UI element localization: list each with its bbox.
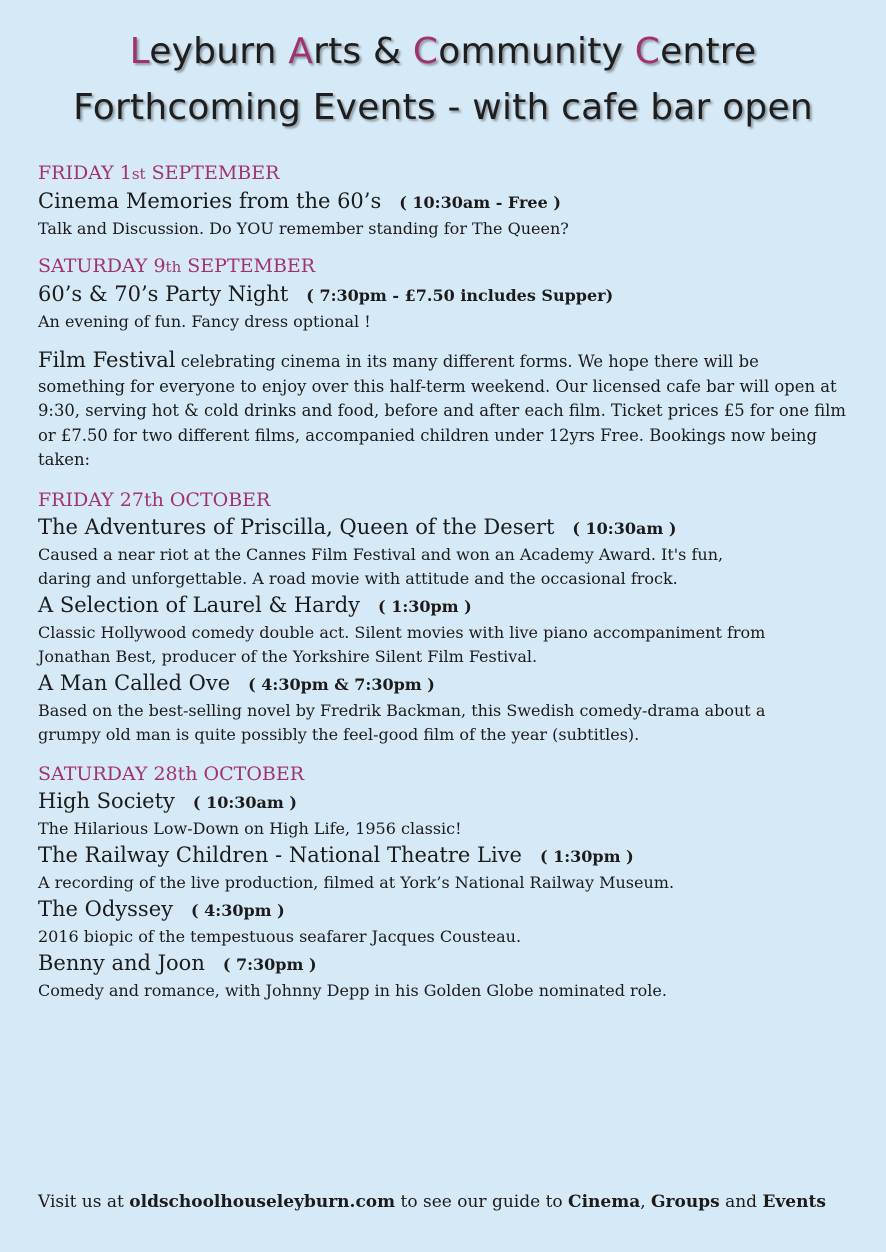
- events-list: [38, 158, 848, 1003]
- event-title: A Selection of Laurel & Hardy ( 1:30pm ): [38, 592, 472, 617]
- event-title: The Adventures of Priscilla, Queen of the Desert ( 10:30am ): [38, 514, 677, 539]
- title-word-leyburn: eyburn: [149, 31, 289, 72]
- event-title: A Man Called Ove ( 4:30pm & 7:30pm ): [38, 670, 435, 695]
- event-title: The Odyssey ( 4:30pm ): [38, 896, 285, 921]
- title-word-centre: entre: [660, 31, 757, 72]
- event-time: ( 7:30pm - £7.50 includes Supper): [306, 286, 614, 305]
- date-heading: SATURDAY 28th OCTOBER: [38, 762, 305, 785]
- event-time: ( 1:30pm ): [539, 846, 634, 866]
- event-description: Talk and Discussion. Do YOU remember standing for The Queen?: [38, 219, 569, 238]
- header-subtitle: Forthcoming Events - with cafe bar open: [73, 87, 813, 128]
- title-word-community: ommunity: [438, 31, 635, 72]
- title-cap-c2: C: [634, 31, 661, 72]
- date-heading: FRIDAY 1st SEPTEMBER: [38, 162, 280, 184]
- event-description: Based on the best-selling novel by Fredrik Backman, this Swedish comedy-drama about a grumpy old man is quite possibly the feel-good film of the year (subtitles).: [38, 700, 766, 744]
- event-title: 60’s & 70’s Party Night ( 7:30pm - £7.50 includes Supper): [38, 282, 614, 306]
- event-time: ( 10:30am - Free ): [399, 193, 561, 212]
- event-description: Comedy and romance, with Johnny Depp in his Golden Globe nominated role.: [38, 980, 667, 1000]
- title-cap-a: A: [288, 31, 314, 72]
- event-description: Caused a near riot at the Cannes Film Festival and won an Academy Award. It's fun, daring and unforgettable. A road movie with attitude and the occasional frock.: [38, 544, 724, 588]
- event-title: Cinema Memories from the 60’s ( 10:30am - Free ): [38, 189, 561, 213]
- footer: Visit us at oldschoolhouseleyburn.com to see our guide to Cinema, Groups and Events: [38, 1192, 826, 1212]
- date-heading: SATURDAY 9th SEPTEMBER: [38, 255, 316, 277]
- title-cap-l: L: [129, 31, 150, 72]
- title-cap-c1: C: [412, 31, 439, 72]
- event-description: The Hilarious Low-Down on High Life, 1956 classic!: [38, 818, 462, 838]
- event-time: ( 10:30am ): [572, 518, 677, 538]
- event-description: 2016 biopic of the tempestuous seafarer Jacques Cousteau.: [38, 926, 522, 946]
- title-word-arts: rts &: [313, 31, 413, 72]
- event-title: High Society ( 10:30am ): [38, 788, 297, 813]
- header-title: [0, 26, 886, 78]
- event-time: ( 1:30pm ): [378, 596, 472, 616]
- footer-cinema: Cinema: [568, 1192, 641, 1212]
- event-title: The Railway Children - National Theatre Live ( 1:30pm ): [38, 842, 634, 867]
- event-description: An evening of fun. Fancy dress optional !: [38, 312, 371, 331]
- event-time: ( 4:30pm ): [191, 900, 285, 920]
- event-description: A recording of the live production, filmed at York’s National Railway Museum.: [38, 872, 675, 892]
- website-link[interactable]: oldschoolhouseleyburn.com: [129, 1192, 396, 1212]
- footer-groups: Groups: [651, 1192, 720, 1212]
- film-festival-paragraph: Film Festival celebrating cinema in its many different forms. We hope there will be something for everyone to enjoy over this half-term weekend. Our licensed cafe bar will open at 9:30, serving hot & cold drinks and food, before and after each film. Ticket prices £5 for one film or £7.50 for two different films, accompanied children under 12yrs Free. Bookings now being taken:: [38, 348, 846, 469]
- event-title: Benny and Joon ( 7:30pm ): [38, 950, 317, 975]
- film-festival-lead: Film Festival: [38, 348, 176, 372]
- event-time: ( 7:30pm ): [222, 954, 317, 974]
- event-time: ( 4:30pm & 7:30pm ): [248, 674, 435, 694]
- event-description: Classic Hollywood comedy double act. Silent movies with live piano accompaniment from Jonathan Best, producer of the Yorkshire Silent Film Festival.: [38, 622, 766, 666]
- footer-events: Events: [762, 1192, 826, 1212]
- date-heading: FRIDAY 27th OCTOBER: [38, 488, 271, 511]
- event-time: ( 10:30am ): [192, 792, 297, 812]
